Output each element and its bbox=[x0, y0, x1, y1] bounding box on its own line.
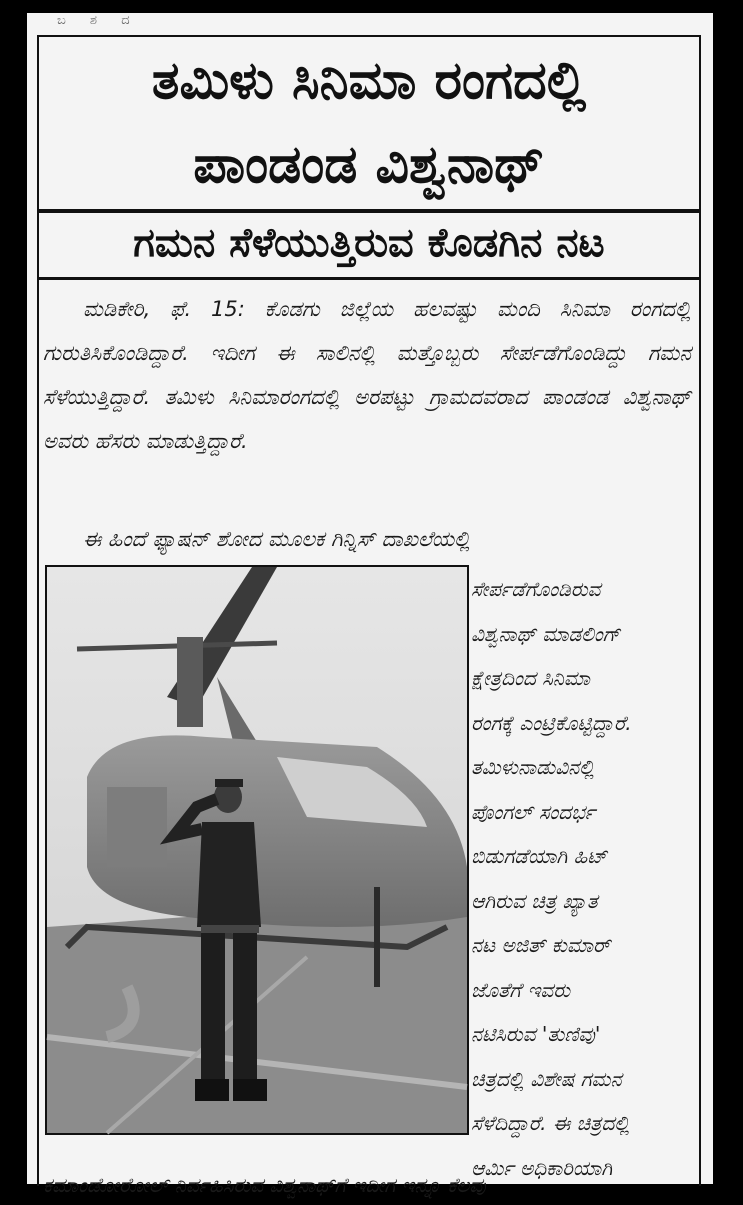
side-line: ಸೆಳೆದಿದ್ದಾರೆ. ಈ ಚಿತ್ರದಲ್ಲಿ bbox=[471, 1111, 630, 1135]
headline-line-1: ತಮಿಳು ಸಿನಿಮಾ ರಂಗದಲ್ಲಿ bbox=[151, 51, 587, 111]
side-line: ತಮಿಳುನಾಡುವಿನಲ್ಲಿ bbox=[471, 755, 595, 779]
side-line: ಸೇರ್ಪಡೆಗೊಂಡಿರುವ bbox=[471, 577, 601, 601]
article-side-column bbox=[471, 567, 689, 1190]
article-photo-actor-with-helicopter bbox=[45, 565, 469, 1135]
newspaper-clipping bbox=[27, 13, 713, 1197]
side-line: ನಟ ಅಜಿತ್ ಕುಮಾರ್ bbox=[471, 933, 611, 957]
article-paragraph-1: ಮಡಿಕೇರಿ, ಫೆ. 15: ಕೊಡಗು ಜಿಲ್ಲೆಯ ಹಲವಷ್ಟು ಮಂದಿ ಸಿನಿಮಾ ರಂಗದಲ್ಲಿ ಗುರುತಿಸಿಕೊಂಡಿದ್ದಾರೆ. ಇದೀಗ ಈ ಸಾಲಿನಲ್ಲಿ ಮತ್ತೊಬ್ಬರು ಸೇರ್ಪಡೆಗೊಂಡಿದ್ದು ಗಮನ ಸೆಳೆಯುತ್ತಿದ್ದಾರೆ. ತಮಿಳು ಸಿನಿಮಾರಂಗದಲ್ಲಿ ಅರಪಟ್ಟು ಗ್ರಾಮದವರಾದ ಪಾಂಡಂಡ ವಿಶ್ವನಾಥ್ ಅವರು ಹೆಸರು ಮಾಡುತ್ತಿದ್ದಾರೆ. bbox=[43, 297, 691, 453]
side-line: ಆಗಿರುವ ಚಿತ್ರ ಖ್ಯಾತ bbox=[471, 888, 598, 913]
side-line: ಆರ್ಮಿ ಅಧಿಕಾರಿಯಾಗಿ bbox=[471, 1155, 613, 1180]
cut-off-header-strip: ಬ ಶ ದ bbox=[57, 13, 140, 28]
headline-divider bbox=[39, 209, 699, 213]
subheadline: ಗಮನ ಸೆಳೆಯುತ್ತಿರುವ ಕೊಡಗಿನ ನಟ bbox=[133, 220, 605, 266]
side-line: ಜೊತೆಗೆ ಇವರು bbox=[471, 977, 571, 1002]
article-paragraph-2-lead: ಈ ಹಿಂದೆ ಫ್ಯಾಷನ್ ಶೋದ ಮೂಲಕ ಗಿನ್ನಿಸ್ ದಾಖಲೆಯಲ್ಲಿ bbox=[83, 527, 471, 551]
side-line: ನಟಿಸಿರುವ 'ತುಣಿವು' bbox=[471, 1022, 601, 1046]
side-line: ರಂಗಕ್ಕೆ ಎಂಟ್ರಿಕೊಟ್ಟಿದ್ದಾರೆ. bbox=[471, 710, 632, 735]
side-line: ವಿಶ್ವನಾಥ್ ಮಾಡಲಿಂಗ್ bbox=[471, 621, 621, 646]
article-continuation-line: ಕಮಾಂಡೋರೋಲ್ ನಿರ್ವಹಿಸಿರುವ ವಿಶ್ವನಾಥ್‌ಗೆ ಇದೀಗ ಇನ್ನೂ ಕೆಲವು bbox=[43, 1173, 486, 1197]
side-line: ಚಿತ್ರದಲ್ಲಿ ವಿಶೇಷ ಗಮನ bbox=[471, 1066, 622, 1091]
subheadline-divider bbox=[39, 277, 699, 280]
headline-line-2: ಪಾಂಡಂಡ ವಿಶ್ವನಾಥ್ bbox=[193, 135, 545, 195]
article-frame bbox=[37, 35, 701, 1197]
side-line: ಬಿಡುಗಡೆಯಾಗಿ ಹಿಟ್ bbox=[471, 844, 607, 868]
side-line: ಪೊಂಗಲ್ ಸಂದರ್ಭ bbox=[471, 799, 596, 824]
side-line: ಕ್ಷೇತ್ರದಿಂದ ಸಿನಿಮಾ bbox=[471, 666, 590, 690]
